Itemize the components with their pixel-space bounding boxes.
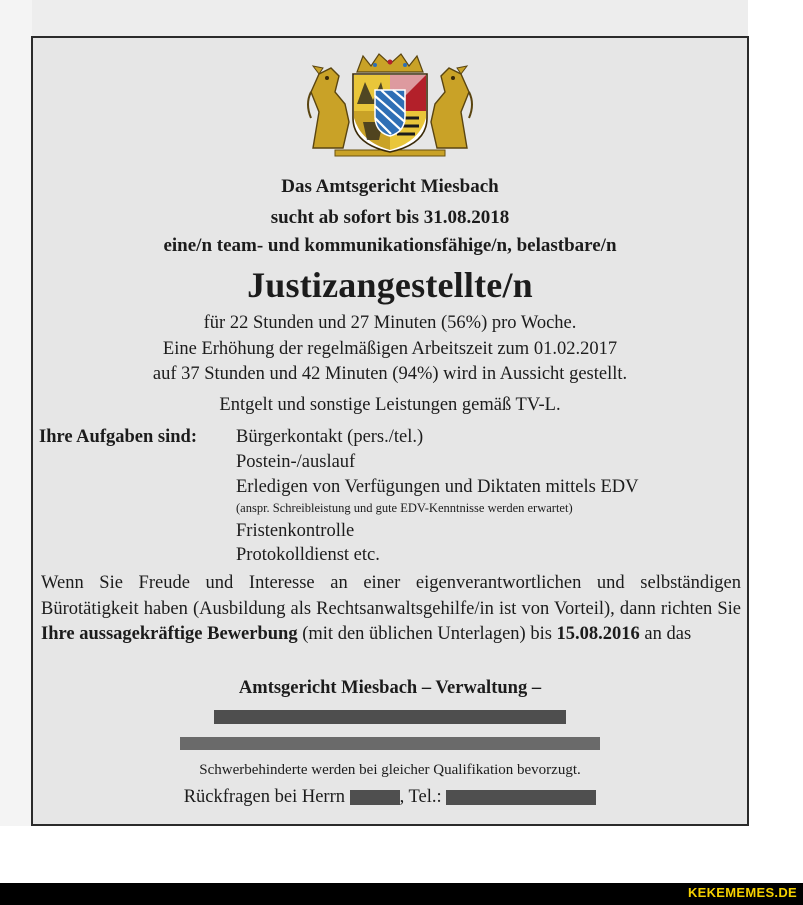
task-item: Postein-/auslauf: [236, 452, 356, 472]
questions-prefix: Rückfragen bei Herrn: [183, 787, 345, 807]
task-item: Protokolldienst etc.: [236, 545, 380, 565]
job-title: Justizangestellte/n: [247, 265, 533, 305]
page-bottom-margin: [0, 826, 803, 883]
deadline-date: 15.08.2016: [556, 624, 640, 644]
tasks-label: Ihre Aufgaben sind:: [39, 427, 197, 447]
apply-text-3: an das: [644, 624, 692, 644]
task-item: Fristenkontrolle: [236, 521, 355, 541]
increase-line: Eine Erhöhung der regelmäßigen Arbeitszeit zum 01.02.2017: [162, 339, 618, 359]
search-line: sucht ab sofort bis 31.08.2018: [270, 207, 510, 228]
job-advertisement: [31, 36, 749, 826]
task-item: Bürgerkontakt (pers./tel.): [236, 427, 424, 447]
address-email-line: [33, 734, 747, 752]
address-street-redacted: [214, 710, 566, 724]
address-email-redacted: [180, 737, 600, 750]
hours-line: für 22 Stunden und 27 Minuten (56%) pro Woche.: [203, 313, 577, 333]
apply-text-1: Wenn Sie Freude und Interesse an einer eigenverantwortlichen und selbständigen Bürotätigkeit haben (Ausbildung als Rechtsanwaltsgehilfe/in ist von Vorteil), dann richten Sie: [41, 573, 741, 619]
questions-mid: , Tel.:: [399, 787, 442, 807]
application-paragraph: [41, 571, 741, 648]
org-heading: Das Amtsgericht Miesbach: [281, 176, 499, 197]
bavarian-coat-of-arms-icon: [305, 52, 475, 158]
address-heading: Amtsgericht Miesbach – Verwaltung –: [238, 678, 542, 698]
apply-bold-1: Ihre aussagekräftige Bewerbung: [41, 624, 298, 644]
page-right-margin: [748, 0, 803, 883]
disabled-line: Schwerbehinderte werden bei gleicher Qualifikation bevorzugt.: [199, 762, 581, 778]
watermark-bar: [0, 883, 803, 905]
apply-text-2: (mit den üblichen Unterlagen) bis: [302, 624, 552, 644]
pay-line: Entgelt und sonstige Leistungen gemäß TV-L.: [219, 395, 561, 415]
task-note: (anspr. Schreibleistung und gute EDV-Kenntnisse werden erwartet): [236, 501, 573, 515]
page-left-margin: [0, 0, 32, 883]
site-watermark: KEKEMEMES.DE: [687, 885, 797, 900]
questions-line: [33, 787, 747, 808]
address-street-line: [33, 708, 747, 726]
increase-line-2: auf 37 Stunden und 42 Minuten (94%) wird in Aussicht gestellt.: [152, 364, 628, 384]
task-item: Erledigen von Verfügungen und Diktaten mittels EDV: [236, 477, 639, 497]
profile-line: eine/n team- und kommunikationsfähige/n, belastbare/n: [163, 235, 617, 256]
contact-name-redacted: [350, 790, 400, 805]
contact-phone-redacted: [446, 790, 596, 805]
